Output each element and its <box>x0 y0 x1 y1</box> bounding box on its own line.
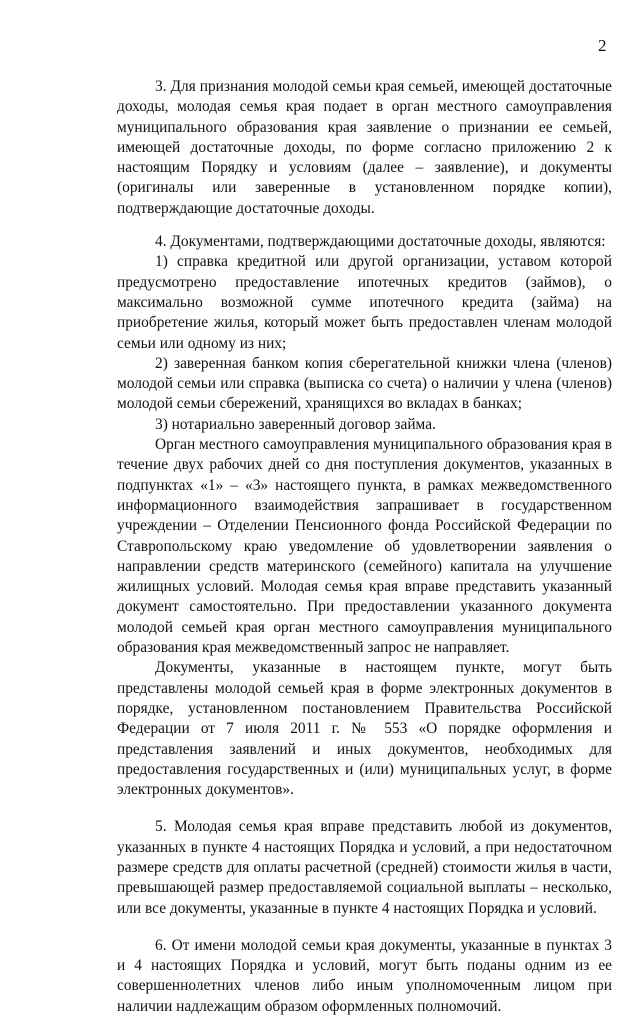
document-body <box>117 77 612 1017</box>
paragraph-interagency-request: Орган местного самоуправления муниципального образования края в течение двух рабочих дней со дня поступления документов, указанных в подпунктах «1» – «3» настоящего пункта, в рамках межведомственного информационного взаимодействия запрашивает в государственном учреждении – Отделении Пенсионного фонда Российской Федерации по Ставропольскому краю уведомление об удовлетворении заявления о направлении средств материнского (семейного) капитала на улучшение жилищных условий. Молодая семья края вправе представить указанный документ самостоятельно. При предоставлении указанного документа молодой семьей края орган местного самоуправления муниципального образования края межведомственный запрос не направляет. <box>117 436 612 657</box>
subitem-3: 3) нотариально заверенный договор займа. <box>155 415 436 433</box>
paragraph-item-6: 6. От имени молодой семьи края документы, указанные в пунктах 3 и 4 настоящих Порядка и условий, могут быть поданы одним из ее совершеннолетних членов либо иным уполномоченным лицом при наличии надлежащим образом оформленных полномочий. <box>117 936 612 1015</box>
paragraph-electronic-documents: Документы, указанные в настоящем пункте, могут быть представлены молодой семьей края в форме электронных документов в порядке, установленном постановлением Правительства Российской Федерации от 7 июля 2011 г. № 553 «О порядке оформления и представления заявлений и иных документов, необходимых для предоставления государственных и (или) муниципальных услуг, в форме электронных документов». <box>117 659 612 799</box>
page-number: 2 <box>598 36 607 55</box>
paragraph-item-4: 4. Документами, подтверждающими достаточные доходы, являются: <box>155 233 606 251</box>
paragraph-item-5: 5. Молодая семья края вправе представить любой из документов, указанных в пункте 4 настоящих Порядка и условий, а при недостаточном размере средств для оплаты расчетной (средней) стоимости жилья в части, превышающей размер предоставляемой социальной выплаты – несколько, или все документы, указанные в пункте 4 настоящих Порядка и условий. <box>117 818 612 917</box>
subitem-1: 1) справка кредитной или другой организации, уставом которой предусмотрено предоставление ипотечных кредитов (займов), о максимально возможной сумме ипотечного кредита (займа) на приобретение жилья, который может быть предоставлен членам молодой семьи или одному из них; <box>117 253 612 352</box>
paragraph-item-3: 3. Для признания молодой семьи края семьей, имеющей достаточные доходы, молодая семья края подает в орган местного самоуправления муниципального образования края заявление о признании ее семьей, имеющей достаточные доходы, по форме согласно приложению 2 к настоящим Порядку и условиям (далее – заявление), и документы (оригиналы или заверенные в установленном порядке копии), подтверждающие достаточные доходы. <box>117 78 612 217</box>
subitem-2: 2) заверенная банком копия сберегательной книжки члена (членов) молодой семьи или справка (выписка со счета) о наличии у члена (членов) молодой семьи сбережений, хранящихся во вкладах в банках; <box>117 354 612 413</box>
